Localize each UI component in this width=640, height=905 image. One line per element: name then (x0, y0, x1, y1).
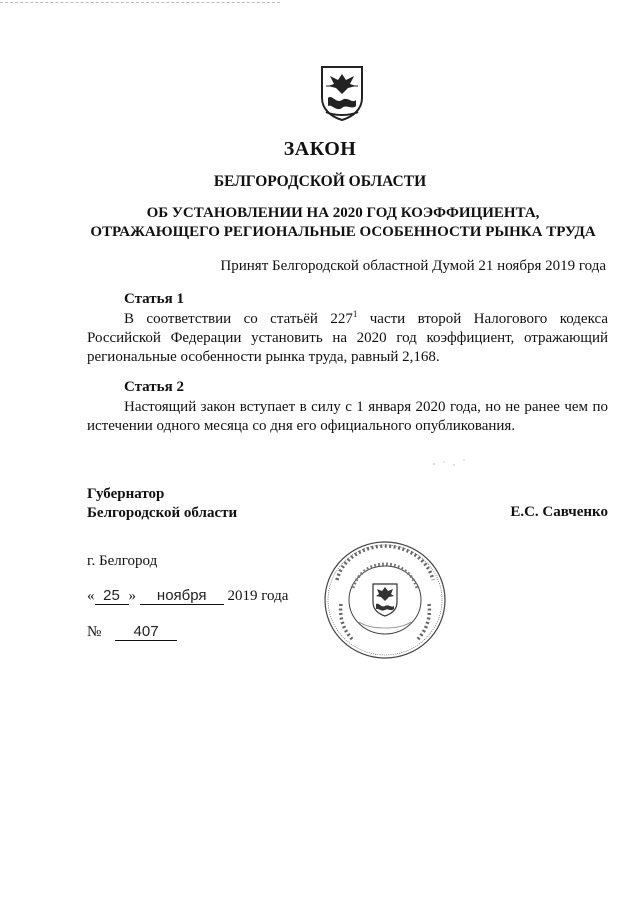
date-day: 25 (95, 587, 129, 605)
signatory-position (87, 485, 237, 523)
article-1-heading: Статья 1 (124, 291, 184, 307)
signatory-name: Е.С. Савченко (510, 504, 608, 520)
place-of-signing: г. Белгород (87, 553, 158, 569)
number-value: 407 (115, 623, 177, 641)
law-title: ЗАКОН (283, 138, 357, 160)
law-subject-line-1: ОБ УСТАНОВЛЕНИИ НА 2020 ГОД КОЭФФИЦИЕНТА, (146, 205, 540, 221)
official-seal (323, 540, 447, 660)
signatory-position-line-1: Губернатор (87, 486, 165, 502)
law-subject (40, 204, 640, 242)
law-subject-line-2: ОТРАЖАЮЩЕГО РЕГИОНАЛЬНЫЕ ОСОБЕННОСТИ РЫНКА ТРУДА (90, 224, 596, 240)
date-close-quote: » (128, 588, 136, 604)
article-1-text-start: В соответствии со статьёй 227 (124, 311, 353, 327)
scan-specks (430, 456, 470, 468)
article-1-superscript: 1 (352, 309, 358, 319)
law-number (87, 623, 177, 641)
article-2-heading: Статья 2 (124, 379, 184, 395)
number-sign: № (87, 624, 102, 640)
article-2-text: Настоящий закон вступает в силу с 1 января 2020 года, но не ранее чем по истечении одного месяца со дня его официального опубликования. (87, 399, 608, 434)
coat-of-arms-emblem (318, 64, 366, 122)
signing-date (87, 587, 288, 605)
region-title: БЕЛГОРОДСКОЙ ОБЛАСТИ (213, 173, 427, 190)
article-1-text (87, 310, 608, 367)
adoption-line: Принят Белгородской областной Думой 21 ноября 2019 года (220, 258, 606, 274)
article-1-text-end: части второй Налогового кодекса Российской Федерации установить на 2020 год коэффициент, отражающий региональные особенности рынка труда, равный 2,168. (87, 311, 608, 365)
date-month: ноября (140, 587, 224, 605)
date-open-quote: « (87, 588, 95, 604)
date-year: 2019 года (227, 588, 289, 604)
signatory-position-line-2: Белгородской области (87, 505, 238, 521)
scan-top-rule (0, 2, 280, 3)
